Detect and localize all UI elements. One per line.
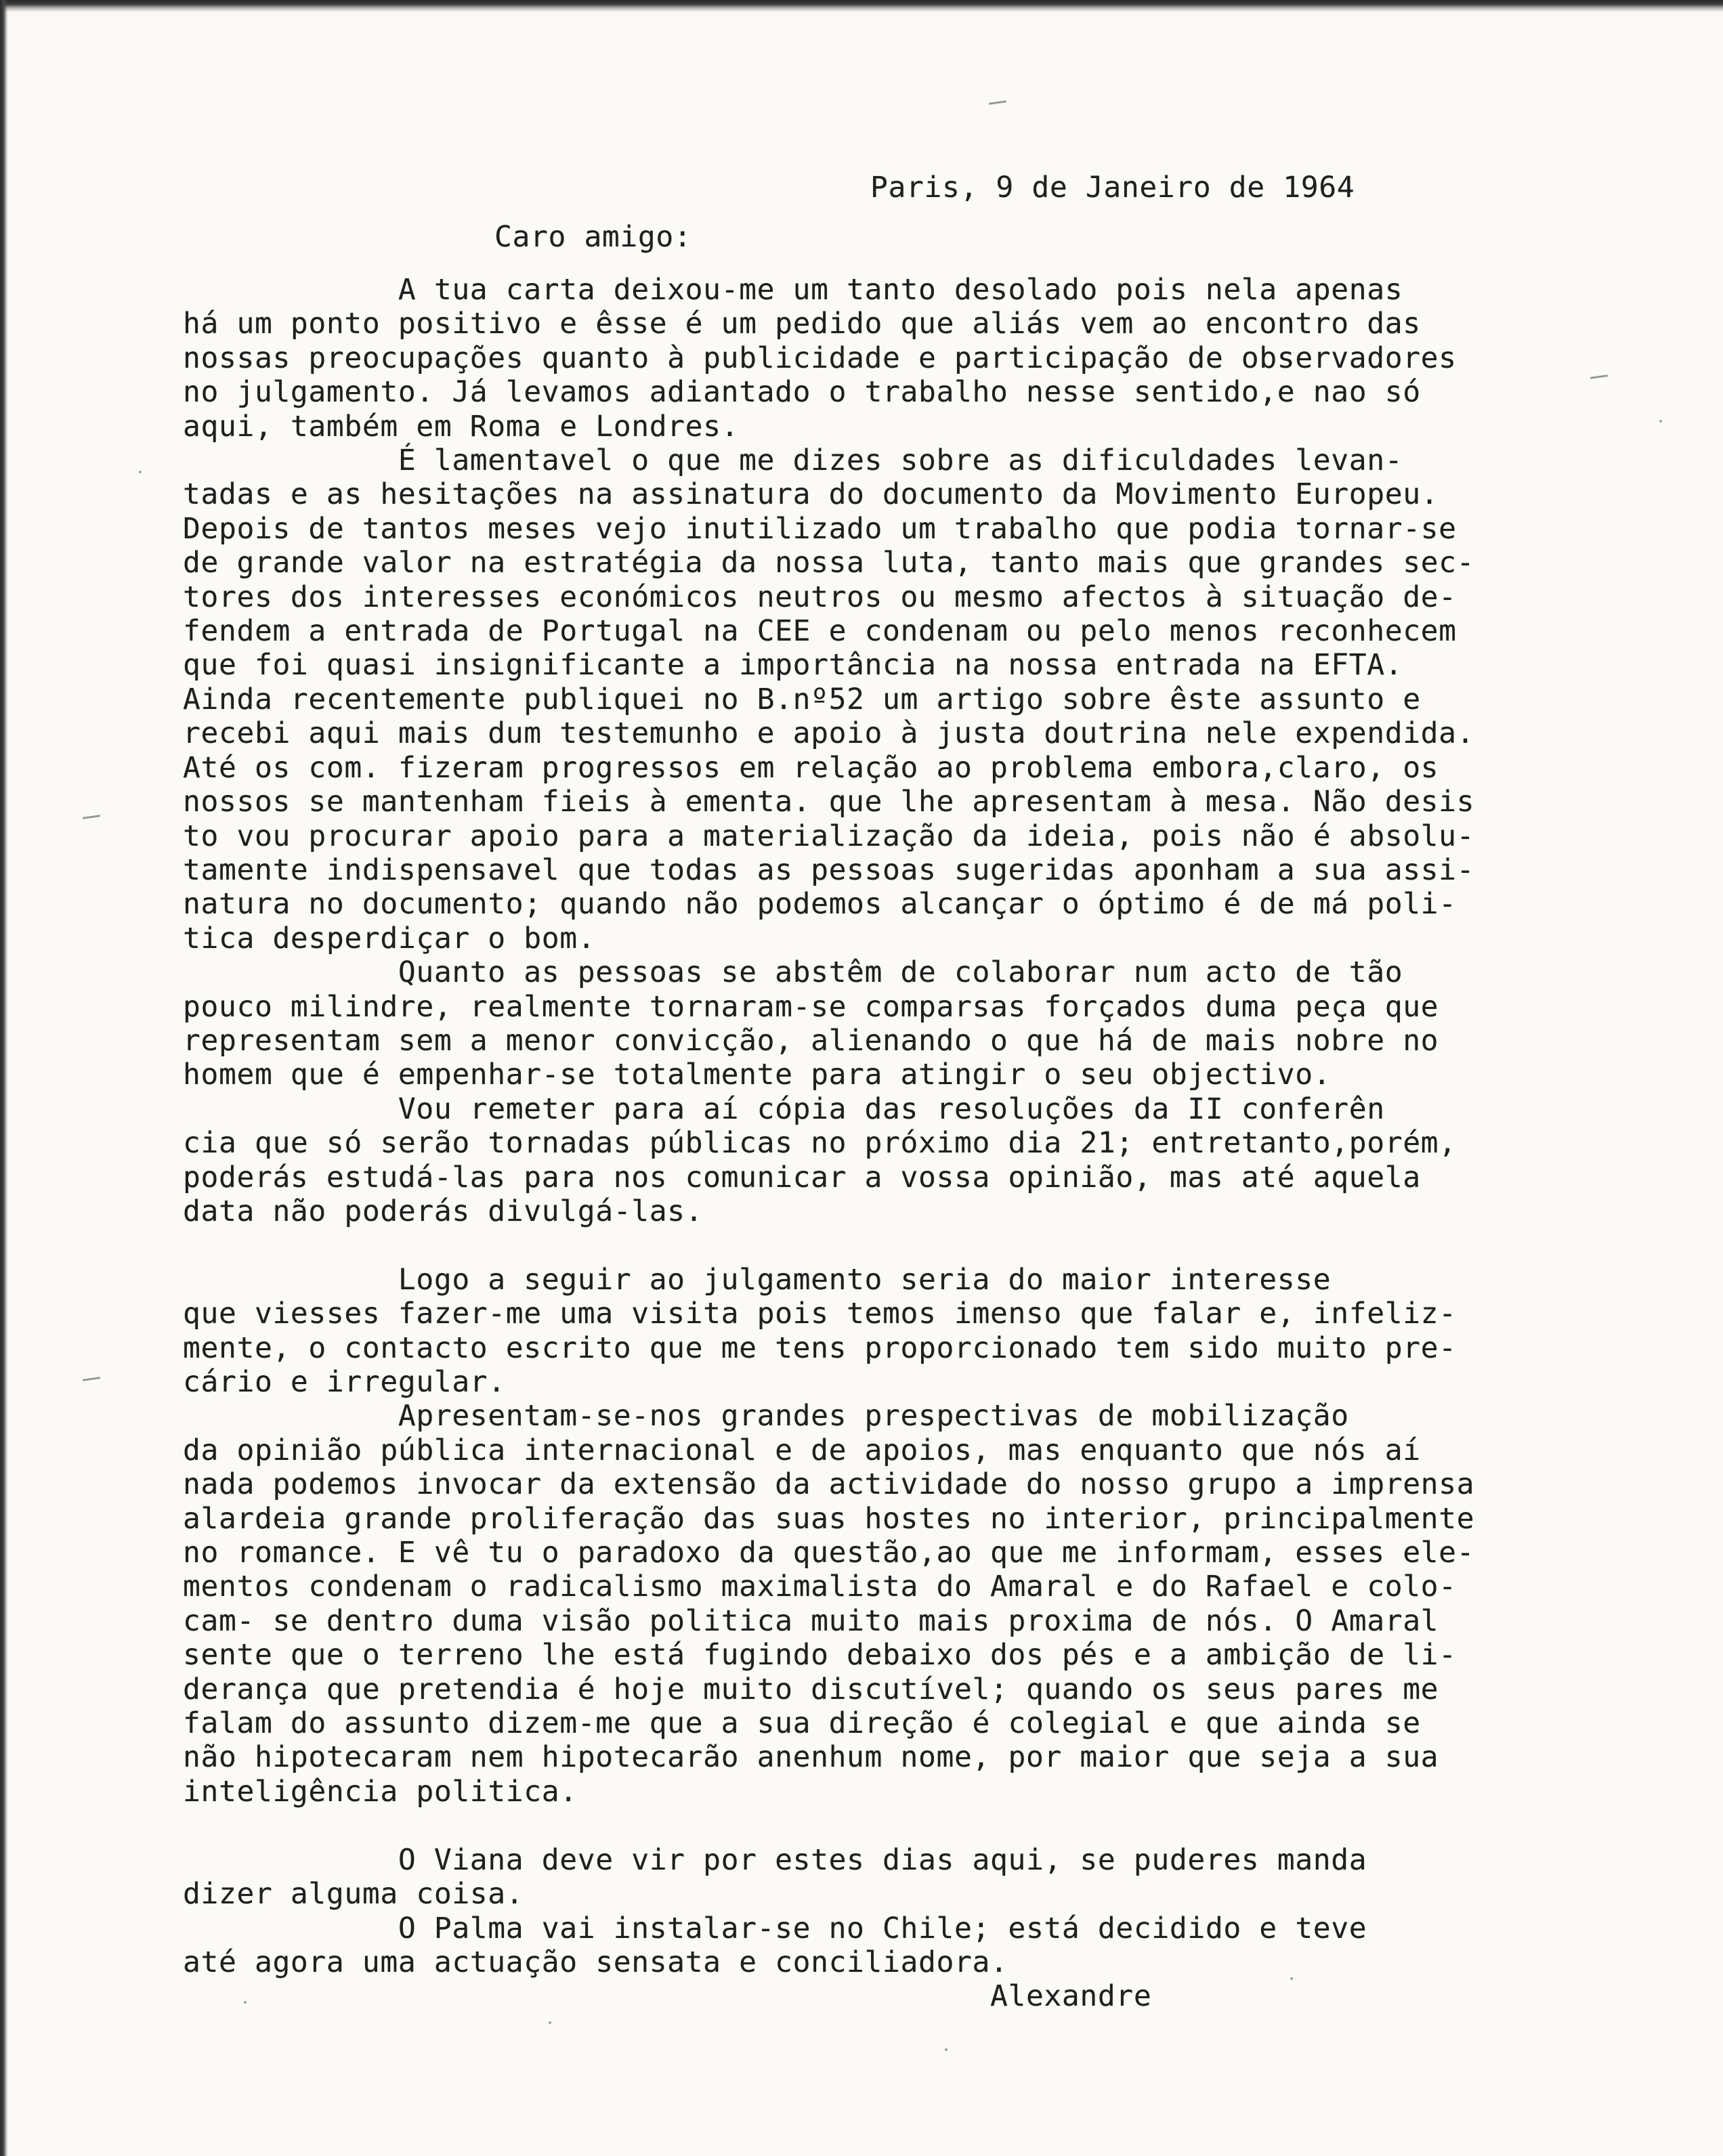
body-line: inteligência politica. bbox=[183, 1774, 578, 1809]
body-line: tamente indispensavel que todas as pessoas sugeridas aponham a sua assi- bbox=[183, 853, 1475, 887]
paper-speck bbox=[945, 2048, 948, 2051]
body-line: fendem a entrada de Portugal na CEE e condenam ou pelo menos reconhecem bbox=[183, 614, 1457, 649]
body-line: dizer alguma coisa. bbox=[183, 1877, 524, 1912]
body-line: É lamentavel o que me dizes sobre as dificuldades levan- bbox=[183, 444, 1403, 478]
body-line: no romance. E vê tu o paradoxo da questão,ao que me informam, esses ele- bbox=[183, 1536, 1475, 1570]
body-line: to vou procurar apoio para a materialização da ideia, pois não é absolu- bbox=[183, 819, 1475, 853]
blank-line bbox=[183, 1228, 1474, 1262]
body-line: nossas preocupações quanto à publicidade e participação de observadores bbox=[183, 341, 1457, 375]
paper-speck bbox=[139, 471, 142, 473]
body-line: Vou remeter para aí cópia das resoluções da II conferên bbox=[183, 1092, 1385, 1126]
body-line: homem que é empenhar-se totalmente para atingir o seu objectivo. bbox=[183, 1058, 1332, 1092]
body-line: natura no documento; quando não podemos alcançar o óptimo é de má poli- bbox=[183, 887, 1457, 922]
body-line: Até os com. fizeram progressos em relação ao problema embora,claro, os bbox=[183, 750, 1439, 785]
body-line: nada podemos invocar da extensão da actividade do nosso grupo a imprensa bbox=[183, 1467, 1475, 1502]
blank-line bbox=[183, 1809, 1474, 1842]
scan-left-edge bbox=[0, 0, 8, 2156]
body-line: tadas e as hesitações na assinatura do documento da Movimento Europeu. bbox=[183, 477, 1439, 512]
body-line: aqui, também em Roma e Londres. bbox=[183, 409, 740, 444]
scan-top-edge bbox=[0, 0, 1723, 12]
dateline: Paris, 9 de Janeiro de 1964 bbox=[870, 171, 1355, 204]
salutation: Caro amigo: bbox=[494, 220, 692, 254]
paper-mark bbox=[989, 100, 1006, 105]
body-line: até agora uma actuação sensata e conciliadora. bbox=[183, 1945, 1008, 1979]
body-line: de grande valor na estratégia da nossa luta, tanto mais que grandes sec- bbox=[183, 546, 1475, 580]
body-line: A tua carta deixou-me um tanto desolado pois nela apenas bbox=[183, 273, 1403, 307]
body-line: não hipotecaram nem hipotecarão anenhum nome, por maior que seja a sua bbox=[183, 1740, 1439, 1775]
body-line: pouco milindre, realmente tornaram-se comparsas forçados duma peça que bbox=[183, 989, 1439, 1024]
body-line: falam do assunto dizem-me que a sua direção é colegial e que ainda se bbox=[183, 1706, 1421, 1741]
body-line: O Viana deve vir por estes dias aqui, se puderes manda bbox=[183, 1842, 1367, 1877]
paper-speck bbox=[549, 2021, 551, 2024]
body-line: que viesses fazer-me uma visita pois temos imenso que falar e, infeliz- bbox=[183, 1297, 1457, 1331]
letter-body bbox=[183, 273, 1474, 2014]
body-line: poderás estudá-las para nos comunicar a vossa opinião, mas até aquela bbox=[183, 1160, 1421, 1194]
body-line: sente que o terreno lhe está fugindo debaixo dos pés e a ambição de li- bbox=[183, 1638, 1457, 1673]
body-line: mente, o contacto escrito que me tens proporcionado tem sido muito pre- bbox=[183, 1331, 1457, 1365]
body-line: data não poderás divulgá-las. bbox=[183, 1194, 704, 1228]
body-line: cia que só serão tornadas públicas no próximo dia 21; entretanto,porém, bbox=[183, 1126, 1457, 1161]
paper-speck bbox=[1659, 420, 1662, 423]
body-line: tores dos interesses económicos neutros ou mesmo afectos à situação de- bbox=[183, 580, 1457, 614]
body-line: mentos condenam o radicalismo maximalista do Amaral e do Rafael e colo- bbox=[183, 1570, 1457, 1604]
body-line: recebi aqui mais dum testemunho e apoio à justa doutrina nele expendida. bbox=[183, 716, 1475, 751]
body-line: O Palma vai instalar-se no Chile; está decidido e teve bbox=[183, 1911, 1367, 1945]
body-line: cário e irregular. bbox=[183, 1365, 506, 1399]
body-line: Quanto as pessoas se abstêm de colaborar num acto de tão bbox=[183, 955, 1403, 990]
paper-mark bbox=[83, 815, 100, 819]
body-line: nossos se mantenham fieis à ementa. que lhe apresentam à mesa. Não desis bbox=[183, 785, 1475, 819]
body-line: alardeia grande proliferação das suas hostes no interior, principalmente bbox=[183, 1501, 1475, 1536]
body-line: no julgamento. Já levamos adiantado o trabalho nesse sentido,e nao só bbox=[183, 375, 1421, 410]
body-line: cam- se dentro duma visão politica muito mais proxima de nós. O Amaral bbox=[183, 1603, 1439, 1638]
signature: Alexandre bbox=[183, 1979, 1152, 2014]
body-line: representam sem a menor convicção, alienando o que há de mais nobre no bbox=[183, 1023, 1439, 1058]
body-line: tica desperdiçar o bom. bbox=[183, 921, 596, 955]
body-line: há um ponto positivo e êsse é um pedido que aliás vem ao encontro das bbox=[183, 307, 1421, 341]
paper-mark bbox=[83, 1377, 100, 1381]
body-line: Apresentam-se-nos grandes prespectivas de mobilização bbox=[183, 1399, 1349, 1433]
body-line: que foi quasi insignificante a importância na nossa entrada na EFTA. bbox=[183, 648, 1403, 683]
body-line: Ainda recentemente publiquei no B.nº52 um artigo sobre êste assunto e bbox=[183, 682, 1421, 716]
body-line: da opinião pública internacional e de apoios, mas enquanto que nós aí bbox=[183, 1433, 1421, 1467]
body-line: Depois de tantos meses vejo inutilizado um trabalho que podia tornar-se bbox=[183, 511, 1457, 546]
body-line: Logo a seguir ao julgamento seria do maior interesse bbox=[183, 1262, 1332, 1297]
body-line: derança que pretendia é hoje muito discutível; quando os seus pares me bbox=[183, 1672, 1439, 1706]
paper-mark bbox=[1590, 374, 1608, 379]
